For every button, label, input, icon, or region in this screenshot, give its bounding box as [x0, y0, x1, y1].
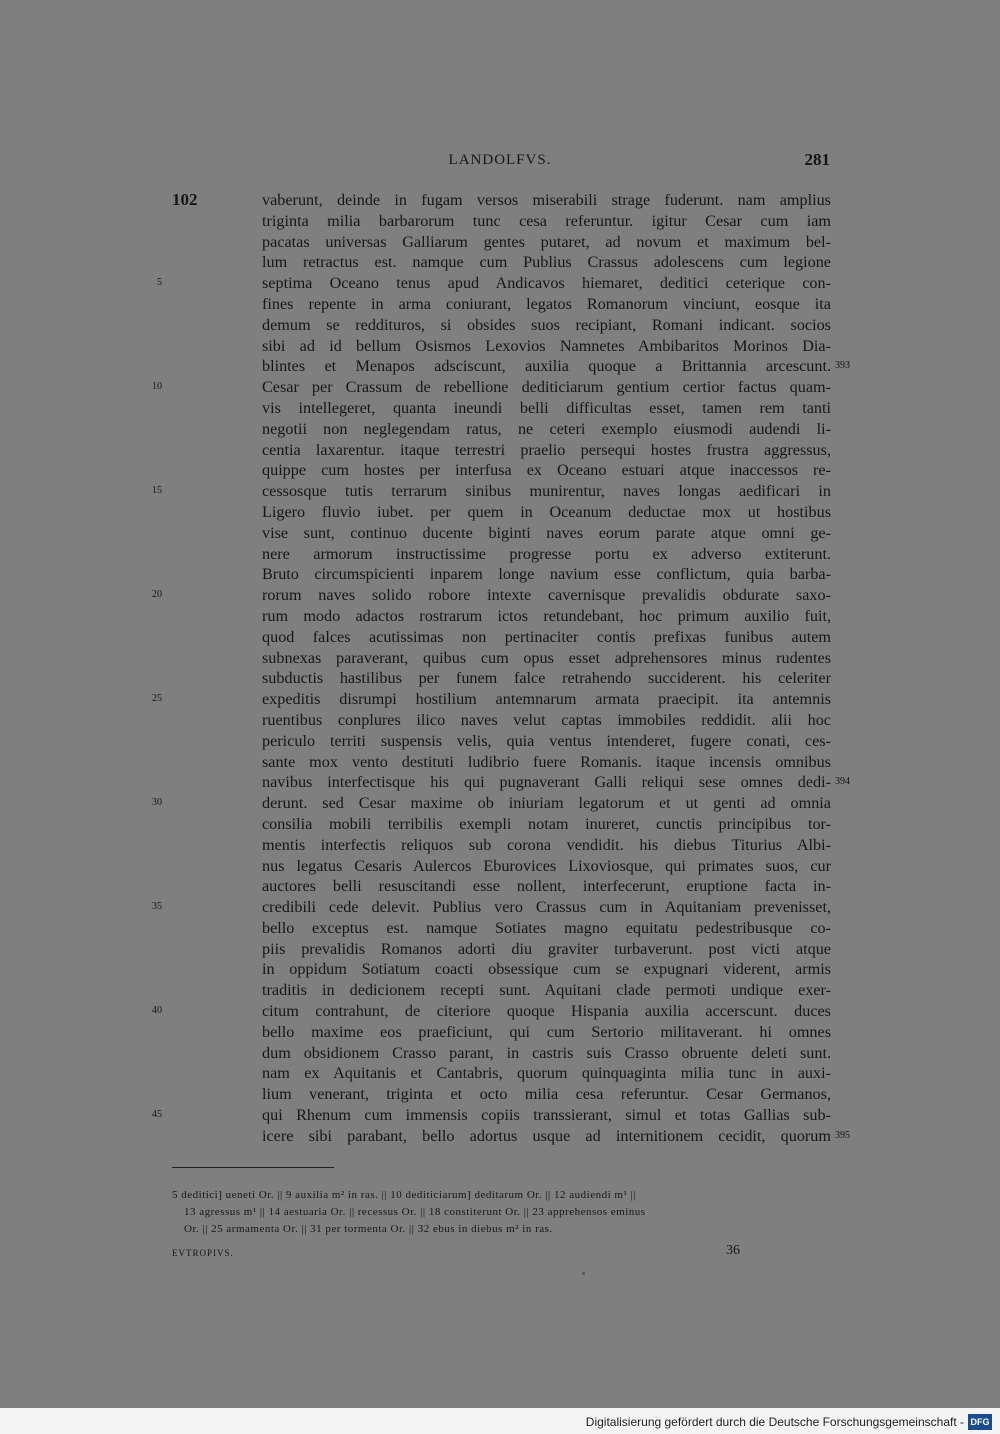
text-line: subductis hastilibus per funem falce retrahendo succiderent. his celeriter — [262, 669, 831, 688]
text-line: centia laxarentur. itaque terrestri praelio persequi hostes frustra aggressus, — [262, 440, 831, 459]
chapter-number: 102 — [172, 190, 198, 209]
line-number: 5 — [157, 277, 162, 289]
text-line: traditis in dedicionem recepti sunt. Aquitani clade permoti undique exer- — [262, 981, 831, 1000]
text-line: bello exceptus est. namque Sotiates magno equitatu pedestribusque co- — [262, 918, 831, 937]
text-line: pacatas universas Galliarum gentes putaret, ad novum et maximum bel- — [262, 232, 831, 251]
page-number: 281 — [804, 150, 830, 169]
text-line: blintes et Menapos adsciscunt, auxilia quoque a Brittannia arcescunt. — [262, 357, 831, 376]
footnote-line: 5 deditici] ueneti Or. || 9 auxilia m² in ras. || 10 dediticiarum] deditarum Or. || 12 audiendi m¹ || — [172, 1189, 636, 1201]
sheet-number: 36 — [726, 1243, 740, 1258]
line-number: 15 — [152, 485, 162, 497]
text-line: vis intellegeret, quanta ineundi belli difficultas esset, tamen rem tanti — [262, 398, 831, 417]
text-line: nere armorum instructissime progresse portu ex adverso extiterunt. — [262, 544, 831, 563]
text-line: consilia mobili terribilis exempli notam inureret, cunctis principibus tor- — [262, 814, 831, 833]
text-line: in oppidum Sotiatum coacti obsessique cum se expugnari viderent, armis — [262, 960, 831, 979]
speck — [582, 1272, 585, 1275]
text-line: periculo territi suspensis velis, quia ventus intenderet, fugere conati, ces- — [262, 731, 831, 750]
text-line: mentis interfectis reliquos sub corona vendidit. his diebus Titurius Albi- — [262, 835, 831, 854]
text-line: qui Rhenum cum immensis copiis transsierant, simul et totas Gallias sub- — [262, 1106, 831, 1125]
text-line: Cesar per Crassum de rebellione dediticiarum gentium certior factus quam- — [262, 378, 831, 397]
margin-reference: 395 — [835, 1130, 850, 1141]
text-line: Ligero fluvio iubet. per quem in Oceanum deductae mox ut hostibus — [262, 502, 831, 521]
line-number: 25 — [152, 693, 162, 705]
text-line: lum retractus est. namque cum Publius Crassus adolescens cum legione — [262, 253, 831, 272]
line-number: 20 — [152, 589, 162, 601]
text-line: piis prevalidis Romanos adorti diu graviter turbaverunt. post victi atque — [262, 939, 831, 958]
line-number: 35 — [152, 901, 162, 913]
text-line: quippe cum hostes per interfusa ex Oceano estuari atque inaccessos re- — [262, 461, 831, 480]
text-line: rorum naves solido robore intexte cavernisque prevalidis obdurate saxo- — [262, 586, 831, 605]
text-line: demum se reddituros, si obsides suos recipiant, Romani indicant. socios — [262, 315, 831, 334]
text-line: negotii non neglegendam ratus, ne ceteri exemplo eiusmodi audendi li- — [262, 419, 831, 438]
main-text — [262, 190, 831, 1147]
text-line: lium venerant, triginta et octo milia cesa referuntur. Cesar Germanos, — [262, 1085, 831, 1104]
text-line: ruentibus conplures ilico naves velut captas immobiles reddidit. alii hoc — [262, 710, 831, 729]
text-line: bello maxime eos praeficiunt, qui cum Sertorio militaverant. hi omnes — [262, 1022, 831, 1041]
line-number: 45 — [152, 1109, 162, 1121]
text-line: expeditis disrumpi hostilium antemnarum armata praecipit. ita antemnis — [262, 690, 831, 709]
text-line: subnexas paraverant, quibus cum opus esset adprehensores minus rudentes — [262, 648, 831, 667]
text-line: quod falces acutissimas non pertinaciter contis prefixas funibus autem — [262, 627, 831, 646]
footnotes — [172, 1187, 832, 1238]
text-line: fines repente in arma coniurant, legatos Romanorum vinciunt, eosque ita — [262, 294, 831, 313]
text-line: derunt. sed Cesar maxime ob iniuriam legatorum et ut genti ad omnia — [262, 794, 831, 813]
text-line: triginta milia barbarorum tunc cesa referuntur. igitur Cesar cum iam — [262, 211, 831, 230]
text-line: sibi ad id bellum Osismos Lexovios Namnetes Ambibaritos Morinos Dia- — [262, 336, 831, 355]
margin-reference: 394 — [835, 776, 850, 788]
text-line: navibus interfectisque his qui pugnaverant Galli reliqui sese omnes dedi- — [262, 773, 831, 792]
text-line: auctores belli resuscitandi esse nollent, interfecerunt, eruptione facta in- — [262, 877, 831, 896]
margin-reference: 393 — [835, 360, 850, 372]
footnote-line: 13 agressus m¹ || 14 aestuaria Or. || recessus Or. || 18 constiterunt Or. || 23 apprehensos eminus — [184, 1206, 646, 1218]
footnote-rule — [172, 1167, 334, 1168]
text-line: sante mox vento destituti ludibrio fuere Romanis. itaque incensis omnibus — [262, 752, 831, 771]
signature-mark: EVTROPIVS. — [172, 1248, 234, 1258]
text-line: Bruto circumspicienti inparem longe navium esse conflictum, quia barba- — [262, 565, 831, 584]
text-line: dum obsidionem Crasso parant, in castris suis Crasso obruente deleti sunt. — [262, 1043, 831, 1062]
text-line: citum contrahunt, de citeriore quoque Hispania auxilia accerscunt. duces — [262, 1002, 831, 1021]
credit-text: Digitalisierung gefördert durch die Deutsche Forschungsgemeinschaft - — [585, 1415, 964, 1429]
text-line: vise sunt, continuo ducente biginti naves eorum parate atque omni ge- — [262, 523, 831, 542]
text-line: vaberunt, deinde in fugam versos miserabili strage fuderunt. nam amplius — [262, 191, 831, 209]
line-number: 10 — [152, 381, 162, 393]
text-line: rum modo adactos rostrarum ictos retundebant, hoc primum auxilio fuit, — [262, 606, 831, 625]
text-line: cessosque tutis terrarum sinibus munirentur, naves longas aedificari in — [262, 482, 831, 501]
running-title: LANDOLFVS. — [448, 152, 552, 168]
line-number: 40 — [152, 1005, 162, 1017]
text-line: nam ex Aquitanis et Cantabris, quorum quinquaginta milia tunc in auxi- — [262, 1064, 831, 1083]
footnote-line: Or. || 25 armamenta Or. || 31 per tormenta Or. || 32 ebus in diebus m² in ras. — [184, 1223, 553, 1235]
credit-bar — [0, 1408, 1000, 1434]
text-line: septima Oceano tenus apud Andicavos hiemaret, deditici ceterique con- — [262, 274, 831, 293]
text-line: nus legatus Cesaris Aulercos Eburovices Lixoviosque, qui primates suos, cur — [262, 856, 831, 875]
dfg-logo-icon[interactable]: DFG — [968, 1414, 992, 1430]
text-line: credibili cede delevit. Publius vero Crassus cum in Aquitaniam prevenisset, — [262, 898, 831, 917]
line-number: 30 — [152, 797, 162, 809]
text-line: icere sibi parabant, bello adortus usque ad internitionem cecidit, quorum — [262, 1126, 831, 1145]
